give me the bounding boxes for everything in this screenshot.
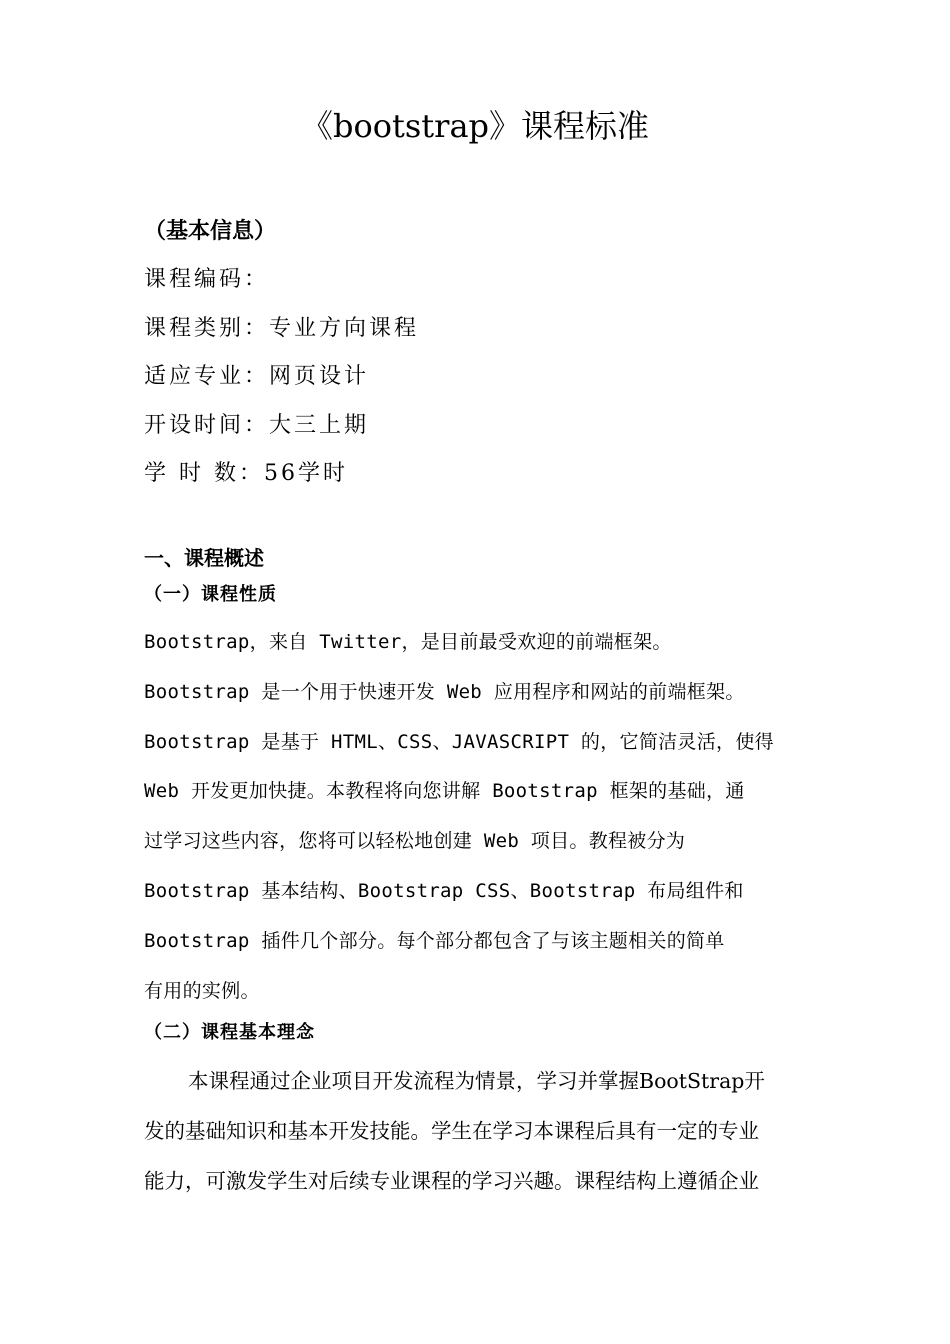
paragraph-line: Web 开发更加快捷。本教程将向您讲解 Bootstrap 框架的基础，通 bbox=[144, 780, 745, 803]
applicable-major-row: 适应专业：网页设计 bbox=[144, 364, 370, 389]
paragraph-line: Bootstrap 是基于 HTML、CSS、JAVASCRIPT 的，它简洁灵活，使得 bbox=[144, 730, 774, 753]
paragraph-line: Bootstrap 插件几个部分。每个部分都包含了与该主题相关的简单 bbox=[144, 929, 725, 952]
subsection-heading-nature: （一）课程性质 bbox=[144, 584, 277, 605]
course-philosophy-section bbox=[144, 1016, 824, 1206]
paragraph-line: 能力，可激发学生对后续专业课程的学习兴趣。课程结构上遵循企业 bbox=[144, 1169, 759, 1193]
basic-info-block bbox=[144, 214, 824, 499]
paragraph-line: 有用的实例。 bbox=[144, 979, 260, 1002]
paragraph-line: Bootstrap 基本结构、Bootstrap CSS、Bootstrap 布局组件和 bbox=[144, 879, 744, 902]
document-title: 《bootstrap》课程标准 bbox=[300, 107, 650, 145]
course-category-row: 课程类别：专业方向课程 bbox=[144, 315, 420, 341]
section-heading: 一、课程概述 bbox=[144, 546, 264, 570]
course-philosophy-paragraph bbox=[144, 1056, 824, 1206]
paragraph-line: 过学习这些内容，您将可以轻松地创建 Web 项目。教程被分为 bbox=[144, 830, 686, 853]
course-overview-section bbox=[144, 540, 824, 1016]
course-nature-paragraph bbox=[144, 618, 824, 1016]
paragraph-line: 本课程通过企业项目开发流程为情景，学习并掌握BootStrap开 bbox=[188, 1069, 765, 1093]
offering-term-row: 开设时间：大三上期 bbox=[144, 412, 370, 438]
basic-info-heading: （基本信息） bbox=[144, 219, 277, 244]
class-hours-row: 学 时 数：56学时 bbox=[144, 461, 348, 486]
course-code-row: 课程编码： bbox=[144, 267, 270, 292]
subsection-heading-philosophy: （二）课程基本理念 bbox=[144, 1022, 315, 1043]
paragraph-line: 发的基础知识和基本开发技能。学生在学习本课程后具有一定的专业 bbox=[144, 1119, 759, 1143]
paragraph-line: Bootstrap 是一个用于快速开发 Web 应用程序和网站的前端框架。 bbox=[144, 680, 745, 703]
paragraph-line: Bootstrap，来自 Twitter，是目前最受欢迎的前端框架。 bbox=[144, 631, 672, 653]
